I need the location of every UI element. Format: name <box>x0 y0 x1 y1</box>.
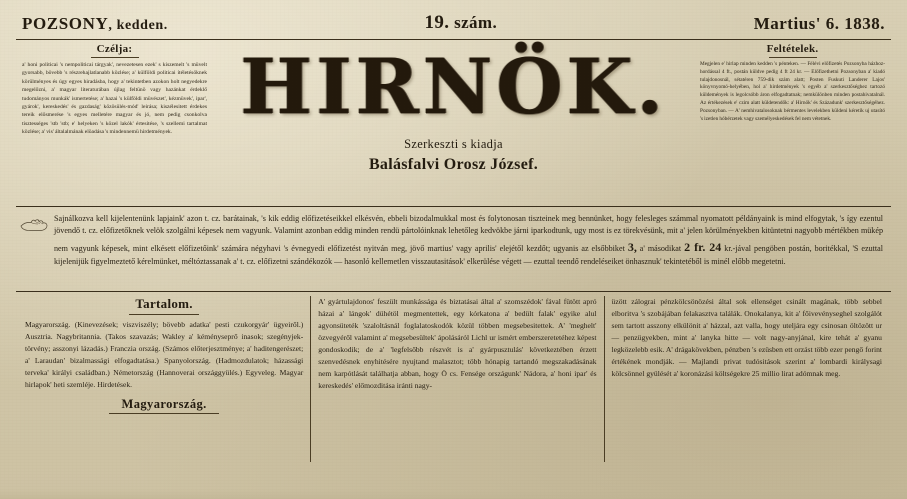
masthead-terms-heading: Feltételek. <box>766 43 819 55</box>
masthead-title-wrap <box>217 42 690 131</box>
masthead-date: Martius' 6. 1838. <box>753 14 885 33</box>
column-three <box>605 296 889 462</box>
masthead-editor-line: Szerkeszti s kiadja <box>404 137 503 151</box>
masthead <box>10 40 897 202</box>
masthead-purpose-heading: Czélja: <box>96 43 133 55</box>
page-bottom-fade <box>0 489 907 499</box>
masthead-city <box>22 14 168 34</box>
masthead-city-name: POZSONY <box>22 14 109 33</box>
masthead-terms-text: Megjelen e' hirlap minden kedden 's pénteken. — Félévi előfizetés Pozsonyba házhoz-hordással 4 ft., postán küldve pedig 4 ft 24 kr. — Előfizethetni Pozsonyban a' kiadó tulajdonosnál, sétatéren 759-dik szám alatt; Posten Fuskuti Landerer Lajos' könyvnyomó-helyében, hol a' hirdetmények 's egyéb a' szerkesztőséghez tartozó küldemények is legolcsóbb áron elfogadtatnak; nemkülönben minden postahivatalnál. Az értékezések e' czim alatt küldetendők: a' Hirnök' és Századunk' szerkesztőségéhez. Pozsonyban. — A' nemhivatalosoknak bérmentes levelekben küldeni kéretik uj utasító 's izetlen hóbérzetek vagy személyeskedések fel nem vétetnek. <box>700 61 885 122</box>
notice-part-2: a' másodikat <box>636 243 685 253</box>
masthead-purpose-underline <box>91 57 139 58</box>
masthead-issue-number: 19. <box>424 12 450 33</box>
subscription-notice <box>16 206 891 292</box>
subscription-notice-text <box>54 213 883 268</box>
masthead-issue <box>424 12 497 34</box>
masthead-terms-block <box>696 43 889 124</box>
masthead-editor-name: Balásfalvi Orosz József. <box>368 156 539 173</box>
notice-part-1: Sajnálkozva kell kijelentenünk lapjaink' azon t. cz. barátainak, 's kik eddig előfizetéseikkel elkésvén, ebbeli bizodalmukkal most és folytonosan tiszteinek meg bennünket, hogy felesleges számmal nyomatott példányaink is mind elfogytak, 's így ezentul jövendő t. cz. előfizetőknek velök szolgálni képesek nem vagyunk. Valamint azonban eddig minden rendü pártolóinknak lehetőleg kedvökbe járni iparkodtunk, ugy most is ez törekvésünk, mit a' jelen körülményekben kitüntetni nagyobb mértékben mükép nem vagyunk képesek, mint elkésett előfizetőink' számára négyhavi 's évnegyedi előfizetést nyitván meg, jövő martius' vagy aprilis' elejétől kezdőt; ugyanis az elsőbbiket <box>54 214 883 253</box>
notice-price-1: 3, <box>627 239 637 254</box>
notice-price-2: 2 fr. 24 <box>684 239 722 254</box>
page-title: HIRNÖK. <box>240 42 667 131</box>
masthead-topline <box>10 0 897 36</box>
masthead-purpose-block <box>18 43 211 137</box>
column-three-body: üzött zálograi pénzkölcsönözési által sok ellenséget csinált magának, több sebbel elboritva 's szobájában felakasztva találák. Onokalanya, kit a' főivevényseghel szolgálót sem tartott asszony elkülönit a' házzal, azt valla, hogy uteljára egy csinosan öltözött ur — penzügyekben, mint a' lanyka hitte — volt nagy-anyjánal, kire tehát a' gyanu legközelebb esik. A' drágakövekben, pénzben 's ezüsben ett orzást több ezer pengő forint értékének mondják. — Majlandi privat tudósitások szerint a' lombardi királysagi kölcsönnel gyülését a' koronázási költségekre 25 millio lirat adómnak meg. <box>611 297 882 378</box>
masthead-issue-word: szám. <box>454 13 498 32</box>
pointing-hand-icon <box>20 217 52 233</box>
column-contents <box>18 296 311 462</box>
column-two <box>311 296 604 462</box>
article-columns <box>10 292 897 462</box>
masthead-city-rest: , kedden. <box>108 18 168 33</box>
masthead-center <box>211 43 696 174</box>
masthead-terms-underline <box>769 57 817 58</box>
notice-part-3: kr.-jával pengöben postán, boritékkal, 'S ezuttal kijelenijük figyelmeztető kérelmünket, méltóztassanak a' t. cz. előfizetni szándékozók — hasonló kellemetlen visszautasitások' elkerülése végett — ezuttal teendő rendeléseiket önhasznuk' tekintetéből is minél előbb megetetni. <box>54 243 883 266</box>
contents-heading: Tartalom. <box>135 296 193 311</box>
section-heading-underline <box>109 413 219 414</box>
contents-underline <box>129 314 199 315</box>
section-heading-hungary: Magyarország. <box>121 396 207 411</box>
masthead-purpose-text: a' honi politicai 's nempoliticai tárgyak', nevezetesen ezek' s kiszemelt 's müvelt gyorsabb, bövebb 's részrehajlatlanabb közlése; a' külföldi politicai ítéletésöknek körülményes és úgy egyes hiradásba, hogy a' tekintetben azokon holt negyedekre megelőzni, a' magyar literaturában újlag feltünö vagy hazánkat érdeklő tudományos munkák' ismertetése; a' hazai 's külföldi müvészet', kézmüvek', ipar', gyárok', kereskedés' és gazdaság' közösülés-mód' leirása; kiszélesitett érdekes tereik elősmerése 's egyes melletére magyar és jó, nem pedig csonkolva tisztességes 'stb 'stb; e' helyeken 's közel lakók' értesitése, 's szellemi tartalmat közlése; a' vis' általalmának elöadása 's mindennemü hirdetmények. <box>22 62 207 136</box>
contents-body: Magyarország. (Kinevezések; viszviszély; bövebb adatka' pesti czukorgyár' ügyeiről.) Ausztria. Nagybritannia. (Takos szavazás; Wakley a' kéményseprő inasok; szegényjek-törvény; asszonyi lázadás.) Franczia ország. (Számos előterjesztménye; a' haditengerészet; a' Laraudan' bizalmassági elfogadtatása.) Spanyolország. (Hadmozdulatok; házassági terveka' királyi családban.) Németország (Hannoverai országgyülés.) Egyveleg. Magyar hirlapok' heti szemléje. Hirdetések. <box>25 320 304 389</box>
column-two-body: A' gyártulajdonos' feszült munkássága és biztatásai által a' szomszédok' fával fütött apró házai a' lángok' dühétöl megmentettek, egy kórkatona a' bedült falak' egyike alul agyonsüteték 'szaloltásnál foglalatoskodók közül többen megsebesitettek. A' 'meghelt' özvegyéről valamint a' megsebesültek' ápolásáról Lichl ur ismért emberszeretetéhez képest gondoskodik; de a' 'legfelsőbb részvét is a' gyárpusztulás' következtében érzett szenvedésnek enyhitésére nyujtand malasztot; több hónapig tartandó megszakadásának nem karpótlását találhatja abban, hogy Ö cs. Fensége országunk' Nádora, a' honi ipar' és kereskedés' előmozditása iránti nagy- <box>318 297 597 390</box>
